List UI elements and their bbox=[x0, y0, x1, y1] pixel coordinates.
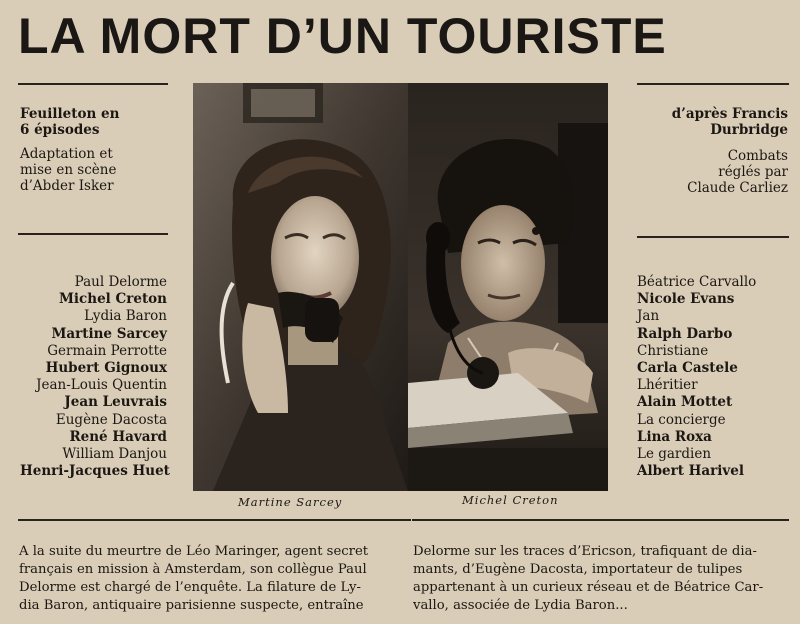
cast-entry: René Havard bbox=[69, 428, 167, 445]
title-rule-right bbox=[637, 83, 789, 85]
author-line: d’après Francis bbox=[671, 106, 788, 122]
cast-list-left bbox=[20, 274, 170, 480]
fights-info bbox=[630, 148, 788, 196]
cast-entry: Germain Perrotte bbox=[47, 342, 167, 359]
adaptation-line: mise en scène bbox=[20, 162, 117, 178]
summary-line: vallo, associée de Lydia Baron... bbox=[413, 598, 628, 613]
cast-entry: Jan bbox=[637, 308, 660, 325]
series-info bbox=[20, 106, 170, 138]
summary-line: mants, d’Eugène Dacosta, importateur de tulipes bbox=[413, 562, 743, 577]
fights-line: Combats bbox=[727, 148, 788, 164]
cast-entry: Christiane bbox=[637, 342, 709, 359]
author-line: Durbridge bbox=[710, 122, 788, 138]
cast-entry: Ralph Darbo bbox=[637, 325, 733, 342]
photo-man-on-phone bbox=[408, 83, 608, 491]
summary-line: A la suite du meurtre de Léo Maringer, agent secret bbox=[19, 544, 369, 559]
summary-line: Delorme est chargé de l’enquête. La filature de Ly- bbox=[19, 580, 361, 595]
cast-entry: Henri-Jacques Huet bbox=[20, 463, 170, 480]
cast-entry: Alain Mottet bbox=[637, 394, 733, 411]
cast-entry: Hubert Gignoux bbox=[45, 360, 167, 377]
photo-woman-on-phone bbox=[193, 83, 408, 491]
cast-entry: Lina Roxa bbox=[637, 428, 712, 445]
summary-line: appartenant à un curieux réseau et de Béatrice Car- bbox=[413, 580, 764, 595]
cast-entry: Michel Creton bbox=[58, 291, 167, 308]
adaptation-line: Adaptation et bbox=[20, 146, 113, 162]
series-line: Feuilleton en bbox=[20, 106, 120, 122]
series-line: 6 épisodes bbox=[20, 122, 100, 138]
cast-entry: Paul Delorme bbox=[74, 274, 167, 290]
summary-line: français en mission à Amsterdam, son collègue Paul bbox=[19, 562, 367, 577]
cast-entry: Lydia Baron bbox=[84, 308, 167, 325]
photo-man-illustration bbox=[408, 83, 608, 491]
summary-rule-right bbox=[412, 519, 789, 521]
cast-entry: Nicole Evans bbox=[637, 291, 735, 308]
author-info bbox=[630, 106, 788, 138]
summary-line: Delorme sur les traces d’Ericson, trafiquant de dia- bbox=[413, 544, 757, 559]
photo-caption-right: Michel Creton bbox=[462, 493, 559, 507]
summary-column-right bbox=[413, 543, 791, 615]
photo-caption-left: Martine Sarcey bbox=[238, 495, 343, 509]
summary-line: dia Baron, antiquaire parisienne suspecte, entraîne bbox=[19, 598, 364, 613]
cast-entry: Lhéritier bbox=[637, 377, 698, 394]
cast-entry: Carla Castele bbox=[637, 360, 738, 377]
cast-entry: La concierge bbox=[637, 411, 726, 428]
fights-line: réglés par bbox=[718, 164, 788, 180]
page-title: LA MORT D’UN TOURISTE bbox=[18, 8, 667, 64]
cast-entry: Le gardien bbox=[637, 446, 712, 463]
cast-entry: Jean-Louis Quentin bbox=[36, 377, 167, 394]
cast-rule-right bbox=[637, 236, 789, 238]
cast-rule-left bbox=[18, 233, 168, 235]
cast-entry: Eugène Dacosta bbox=[55, 411, 167, 428]
cast-entry: William Danjou bbox=[62, 446, 167, 463]
adaptation-line: d’Abder Isker bbox=[20, 178, 114, 194]
cast-entry: Albert Harivel bbox=[637, 463, 744, 480]
summary-column-left bbox=[19, 543, 404, 615]
photo-woman-illustration bbox=[193, 83, 408, 491]
fights-line: Claude Carliez bbox=[687, 180, 788, 196]
cast-entry: Martine Sarcey bbox=[51, 325, 167, 342]
adaptation-info bbox=[20, 146, 170, 194]
summary-rule-left bbox=[18, 519, 411, 521]
cast-list-right bbox=[637, 274, 787, 480]
title-rule-left bbox=[18, 83, 168, 85]
cast-entry: Jean Leuvrais bbox=[64, 394, 167, 411]
cast-entry: Béatrice Carvallo bbox=[637, 274, 757, 290]
